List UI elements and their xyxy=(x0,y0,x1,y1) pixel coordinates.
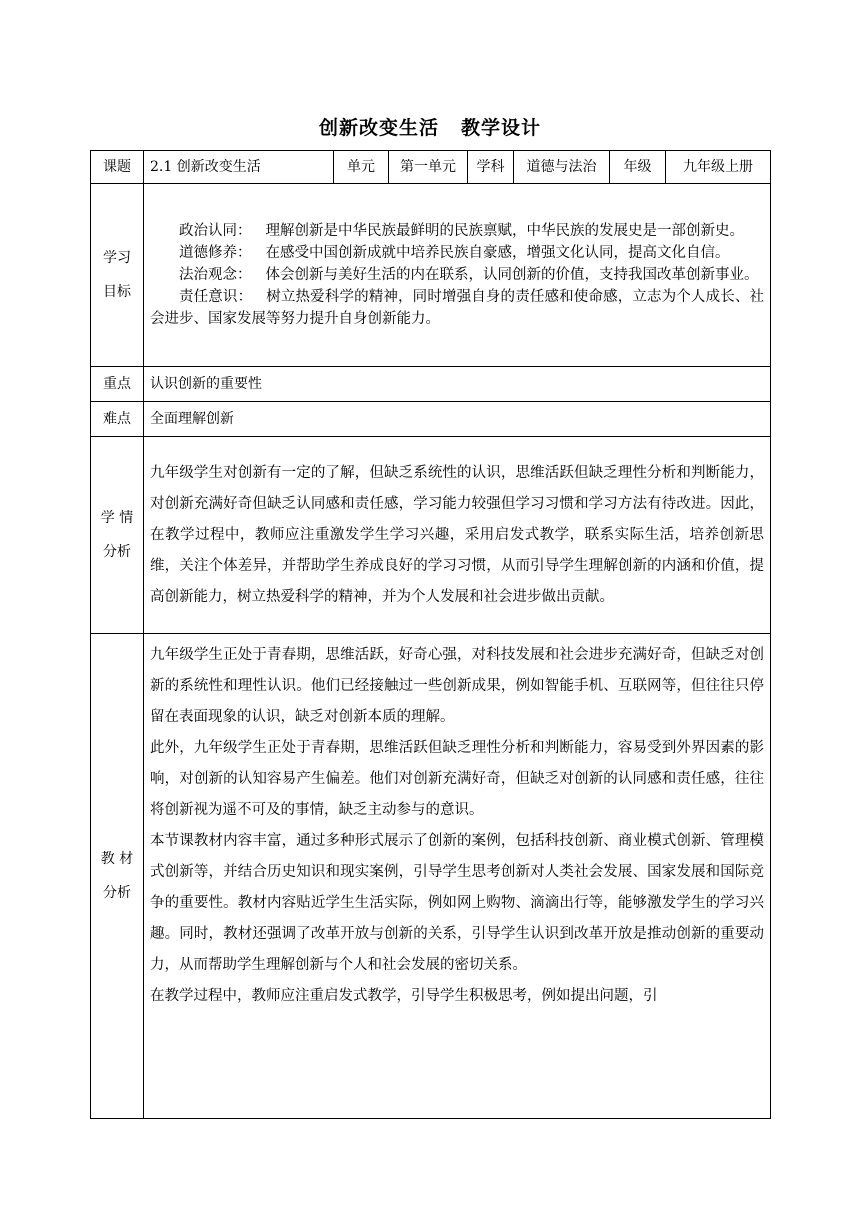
document-title xyxy=(0,113,860,140)
material-paragraph: 本节课教材内容丰富，通过多种形式展示了创新的案例，包括科技创新、商业模式创新、管理模式创新等，并结合历史知识和现实案例，引导学生思考创新对人类社会发展、国家发展和国际竞争的重要性。教材内容贴近学生生活实际，例如网上购物、滴滴出行等，能够激发学生的学习兴趣。同时，教材还强调了改革开放与创新的关系，引导学生认识到改革开放是推动创新的重要动力，从而帮助学生理解创新与个人和社会发展的密切关系。 xyxy=(150,833,764,973)
title-part-2: 教学设计 xyxy=(461,117,542,139)
topic-label: 课题 xyxy=(91,151,144,184)
unit-value: 第一单元 xyxy=(389,151,468,184)
material-paragraph: 此外，九年级学生正处于青春期，思维活跃但缺乏理性分析和判断能力，容易受到外界因素的影响，对创新的认知容易产生偏差。他们对创新充满好奇，但缺乏对创新的认同感和责任感，往往将创新视为遥不可及的事情，缺乏主动参与的意识。 xyxy=(150,740,764,818)
learner-analysis-row xyxy=(91,437,771,634)
material-analysis-row xyxy=(91,634,771,1119)
material-analysis-label: 教 材 分析 xyxy=(91,634,144,1119)
subject-label: 学科 xyxy=(468,151,514,184)
unit-label: 单元 xyxy=(334,151,389,184)
lesson-plan-table xyxy=(90,150,771,1119)
grade-label: 年级 xyxy=(610,151,666,184)
goal-item: 道德修养： 在感受中国创新成就中培养民族自豪感，增强文化认同，提高文化自信。 xyxy=(179,245,730,261)
key-point-label: 重点 xyxy=(91,367,144,402)
difficult-point-label: 难点 xyxy=(91,402,144,437)
goal-item: 责任意识： 树立热爱科学的精神，同时增强自身的责任感和使命感，立志为个人成长、社会进步、国家发展等努力提升自身创新能力。 xyxy=(150,289,765,327)
title-part-1: 创新改变生活 xyxy=(318,117,439,139)
learner-analysis-label: 学 情 分析 xyxy=(91,437,144,634)
learning-goals-label: 学习 目标 xyxy=(91,184,144,367)
topic-value: 2.1 创新改变生活 xyxy=(144,151,334,184)
learner-analysis-content: 九年级学生对创新有一定的了解，但缺乏系统性的认识，思维活跃但缺乏理性分析和判断能力，对创新充满好奇但缺乏认同感和责任感，学习能力较强但学习习惯和学习方法有待改进。因此，在教学过程中，教师应注重激发学生学习兴趣，采用启发式教学，联系实际生活，培养创新思维，关注个体差异，并帮助学生养成良好的学习习惯，从而引导学生理解创新的内涵和价值，提高创新能力，树立热爱科学的精神，并为个人发展和社会进步做出贡献。 xyxy=(144,437,771,634)
learning-goals-content xyxy=(144,184,771,367)
key-point-row xyxy=(91,367,771,402)
material-analysis-content xyxy=(144,634,771,1119)
difficult-point-value: 全面理解创新 xyxy=(144,402,771,437)
grade-value: 九年级上册 xyxy=(666,151,771,184)
learning-goals-row xyxy=(91,184,771,367)
difficult-point-row xyxy=(91,402,771,437)
material-paragraph: 九年级学生正处于青春期，思维活跃，好奇心强，对科技发展和社会进步充满好奇，但缺乏对创新的系统性和理性认识。他们已经接触过一些创新成果，例如智能手机、互联网等，但往往只停留在表面现象的认识，缺乏对创新本质的理解。 xyxy=(150,647,764,725)
goal-item: 政治认同： 理解创新是中华民族最鲜明的民族禀赋，中华民族的发展史是一部创新史。 xyxy=(179,223,744,239)
key-point-value: 认识创新的重要性 xyxy=(144,367,771,402)
material-paragraph: 在教学过程中，教师应注重启发式教学，引导学生积极思考，例如提出问题，引 xyxy=(150,988,658,1004)
goal-item: 法治观念： 体会创新与美好生活的内在联系，认同创新的价值，支持我国改革创新事业。 xyxy=(179,267,759,283)
header-row xyxy=(91,151,771,184)
subject-value: 道德与法治 xyxy=(514,151,610,184)
